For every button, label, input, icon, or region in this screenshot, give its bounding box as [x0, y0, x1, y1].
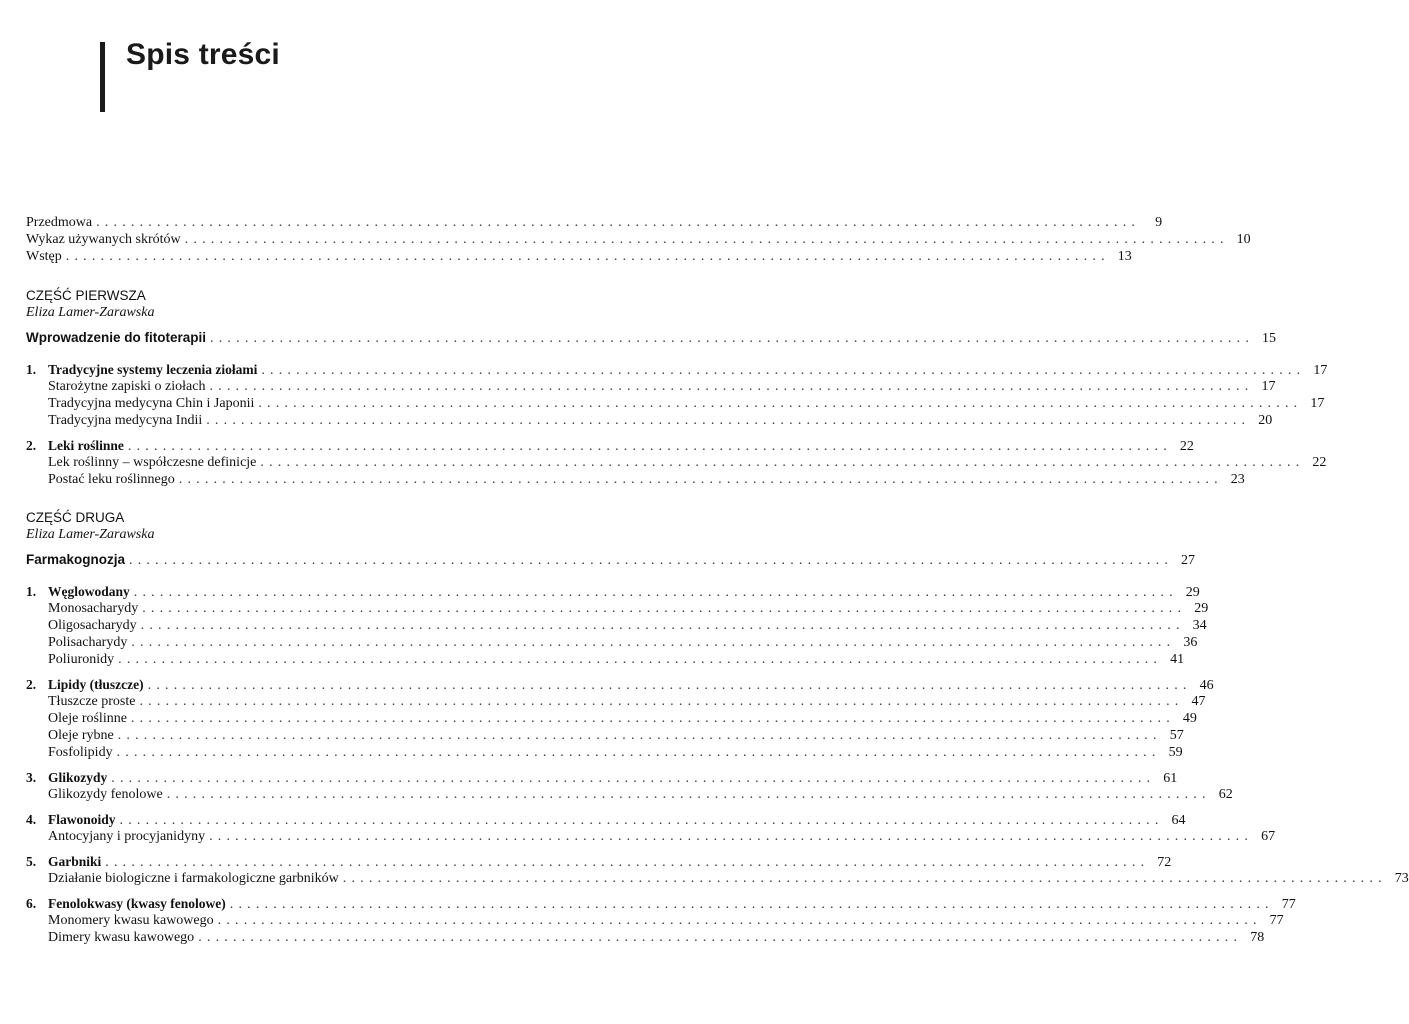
- dot-leader: ........................................................................................................................: [111, 771, 1156, 786]
- toc-page-number: 23: [1230, 472, 1245, 487]
- toc-subentry[interactable]: [26, 412, 1273, 429]
- toc-subentry[interactable]: [26, 395, 1325, 412]
- dot-leader: ........................................................................................................................: [116, 745, 1161, 760]
- toc-entry-front[interactable]: [26, 231, 1251, 248]
- toc-chapter[interactable]: [26, 676, 1214, 693]
- toc-page-number: 29: [1194, 601, 1209, 616]
- dot-leader: ........................................................................................................................: [105, 855, 1150, 870]
- toc-subentry[interactable]: [26, 727, 1184, 744]
- chapter-title: Węglowodany: [48, 584, 130, 599]
- toc-page-number: 17: [1313, 363, 1328, 378]
- toc-subentry[interactable]: [26, 912, 1284, 929]
- toc-entry-text: Tradycyjna medycyna Indii: [48, 413, 203, 428]
- toc-page-number: 20: [1258, 413, 1273, 428]
- toc-subentry[interactable]: [26, 634, 1198, 651]
- chapter-title: Garbniki: [48, 854, 102, 869]
- dot-leader: ........................................................................................................................: [217, 913, 1262, 928]
- toc-entry-text: Fosfolipidy: [48, 745, 113, 760]
- toc-entry-front[interactable]: [26, 214, 1163, 231]
- dot-leader: ........................................................................................................................: [127, 439, 1172, 454]
- toc-subentry[interactable]: [26, 651, 1185, 668]
- toc-page-number: 29: [1185, 585, 1200, 600]
- chapter-number: 1.: [26, 584, 37, 599]
- toc-page-number: 17: [1310, 396, 1325, 411]
- toc-entry-text: Oleje rybne: [48, 728, 114, 743]
- toc-page-number: 36: [1183, 635, 1198, 650]
- dot-leader: ........................................................................................................................: [166, 787, 1211, 802]
- dot-leader: ........................................................................................................................: [139, 694, 1184, 709]
- toc-page-number: 57: [1169, 728, 1184, 743]
- toc-entry-text: Farmakognozja: [26, 552, 126, 567]
- toc-chapter[interactable]: [26, 811, 1186, 828]
- toc-page-number: 27: [1181, 553, 1196, 568]
- dot-leader: ........................................................................................................................: [133, 585, 1178, 600]
- chapter-number: 3.: [26, 770, 37, 785]
- toc-entry-text: Wprowadzenie do fitoterapii: [26, 330, 207, 345]
- dot-leader: ........................................................................................................................: [130, 711, 1175, 726]
- toc-subentry[interactable]: [26, 617, 1207, 634]
- dot-leader: ........................................................................................................................: [260, 455, 1305, 470]
- chapter-title: Glikozydy: [48, 770, 108, 785]
- dot-leader: ........................................................................................................................: [96, 215, 1141, 230]
- dot-leader: ........................................................................................................................: [209, 829, 1254, 844]
- toc-page-number: 15: [1262, 331, 1277, 346]
- chapter-title: Flawonoidy: [48, 812, 116, 827]
- toc-entry-text: Tłuszcze proste: [48, 694, 136, 709]
- dot-leader: ........................................................................................................................: [147, 678, 1192, 693]
- dot-leader: ........................................................................................................................: [206, 413, 1251, 428]
- dot-leader: ........................................................................................................................: [209, 379, 1254, 394]
- chapter-number: 6.: [26, 896, 37, 911]
- toc-entry-part-intro[interactable]: [26, 329, 1277, 346]
- part-heading: CZĘŚĆ DRUGA: [26, 510, 125, 525]
- toc-page-number: 73: [1394, 871, 1409, 886]
- toc-entry-text: Wstęp: [26, 249, 62, 264]
- chapter-title: Fenolokwasy (kwasy fenolowe): [48, 896, 226, 911]
- toc-subentry[interactable]: [26, 786, 1233, 803]
- toc-page-number: 77: [1269, 913, 1284, 928]
- toc-chapter[interactable]: [26, 769, 1178, 786]
- toc-chapter[interactable]: [26, 437, 1194, 454]
- chapter-title: Lipidy (tłuszcze): [48, 677, 144, 692]
- toc-page-number: 78: [1250, 930, 1265, 945]
- toc-entry-text: Monosacharydy: [48, 601, 139, 616]
- dot-leader: ........................................................................................................................: [342, 871, 1387, 886]
- toc-chapter[interactable]: [26, 895, 1296, 912]
- toc-subentry[interactable]: [26, 693, 1206, 710]
- dot-leader: ........................................................................................................................: [131, 635, 1176, 650]
- toc-subentry[interactable]: [26, 744, 1183, 761]
- dot-leader: ........................................................................................................................: [184, 232, 1229, 247]
- title-accent-bar: [100, 42, 105, 112]
- dot-leader: ........................................................................................................................: [117, 728, 1162, 743]
- dot-leader: ........................................................................................................................: [140, 618, 1185, 633]
- toc-page-number: 22: [1312, 455, 1327, 470]
- chapter-title: Tradycyjne systemy leczenia ziołami: [48, 362, 258, 377]
- toc-page-number: 59: [1168, 745, 1183, 760]
- toc-page-number: 22: [1179, 439, 1194, 454]
- dot-leader: ........................................................................................................................: [118, 652, 1163, 667]
- toc-entry-text: Glikozydy fenolowe: [48, 787, 163, 802]
- toc-entry-text: Antocyjany i procyjanidyny: [48, 829, 206, 844]
- toc-page-number: 62: [1218, 787, 1233, 802]
- part-author: Eliza Lamer-Zarawska: [26, 527, 155, 542]
- part-author: Eliza Lamer-Zarawska: [26, 305, 155, 320]
- toc-page-number: 17: [1261, 379, 1276, 394]
- toc-entry-text: Starożytne zapiski o ziołach: [48, 379, 206, 394]
- toc-page-number: 34: [1192, 618, 1207, 633]
- toc-chapter[interactable]: [26, 361, 1328, 378]
- page-title: Spis treści: [126, 38, 280, 71]
- toc-page-number: 10: [1236, 232, 1251, 247]
- dot-leader: ........................................................................................................................: [119, 813, 1164, 828]
- toc-page-number: 41: [1170, 652, 1185, 667]
- toc-page-number: 9: [1155, 215, 1163, 230]
- toc-entry-text: Oligosacharydy: [48, 618, 137, 633]
- toc-entry-text: Oleje roślinne: [48, 711, 127, 726]
- toc-entry-text: Poliuronidy: [48, 652, 115, 667]
- toc-subentry[interactable]: [26, 378, 1276, 395]
- toc-page-number: 49: [1182, 711, 1197, 726]
- toc-page-number: 67: [1261, 829, 1276, 844]
- toc-page-number: 72: [1157, 855, 1172, 870]
- toc-entry-part-intro[interactable]: [26, 551, 1196, 568]
- toc-entry-front[interactable]: [26, 248, 1132, 265]
- toc-entry-text: Dimery kwasu kawowego: [48, 930, 195, 945]
- toc-subentry[interactable]: [26, 600, 1209, 617]
- toc-entry-text: Monomery kwasu kawowego: [48, 913, 214, 928]
- table-of-contents: [26, 214, 1409, 946]
- chapter-number: 5.: [26, 854, 37, 869]
- toc-subentry[interactable]: [26, 828, 1276, 845]
- toc-subentry[interactable]: [26, 929, 1265, 946]
- toc-page-number: 64: [1171, 813, 1186, 828]
- toc-page-number: 77: [1281, 897, 1296, 912]
- toc-entry-text: Postać leku roślinnego: [48, 472, 175, 487]
- toc-entry-text: Lek roślinny – współczesne definicje: [48, 455, 257, 470]
- toc-page-number: 47: [1191, 694, 1206, 709]
- chapter-title: Leki roślinne: [48, 438, 124, 453]
- toc-page-number: 61: [1163, 771, 1178, 786]
- part-heading: CZĘŚĆ PIERWSZA: [26, 288, 146, 303]
- dot-leader: ........................................................................................................................: [229, 897, 1274, 912]
- dot-leader: ........................................................................................................................: [198, 930, 1243, 945]
- toc-entry-text: Działanie biologiczne i farmakologiczne garbników: [48, 871, 339, 886]
- dot-leader: ........................................................................................................................: [65, 249, 1110, 264]
- dot-leader: ........................................................................................................................: [258, 396, 1303, 411]
- toc-chapter[interactable]: [26, 853, 1172, 870]
- dot-leader: ........................................................................................................................: [210, 331, 1255, 346]
- toc-entry-text: Wykaz używanych skrótów: [26, 232, 181, 247]
- chapter-number: 4.: [26, 812, 37, 827]
- dot-leader: ........................................................................................................................: [261, 363, 1306, 378]
- chapter-number: 2.: [26, 677, 37, 692]
- chapter-number: 2.: [26, 438, 37, 453]
- dot-leader: ........................................................................................................................: [178, 472, 1223, 487]
- toc-page-number: 46: [1199, 678, 1214, 693]
- toc-page-number: 13: [1117, 249, 1132, 264]
- toc-entry-text: Przedmowa: [26, 215, 93, 230]
- toc-subentry[interactable]: [26, 870, 1409, 887]
- toc-entry-text: Polisacharydy: [48, 635, 128, 650]
- toc-subentry[interactable]: [26, 471, 1245, 488]
- dot-leader: ........................................................................................................................: [142, 601, 1187, 616]
- toc-subentry[interactable]: [26, 454, 1327, 471]
- toc-entry-text: Tradycyjna medycyna Chin i Japonii: [48, 396, 255, 411]
- chapter-number: 1.: [26, 362, 37, 377]
- toc-chapter[interactable]: [26, 583, 1200, 600]
- dot-leader: ........................................................................................................................: [129, 553, 1174, 568]
- toc-subentry[interactable]: [26, 710, 1197, 727]
